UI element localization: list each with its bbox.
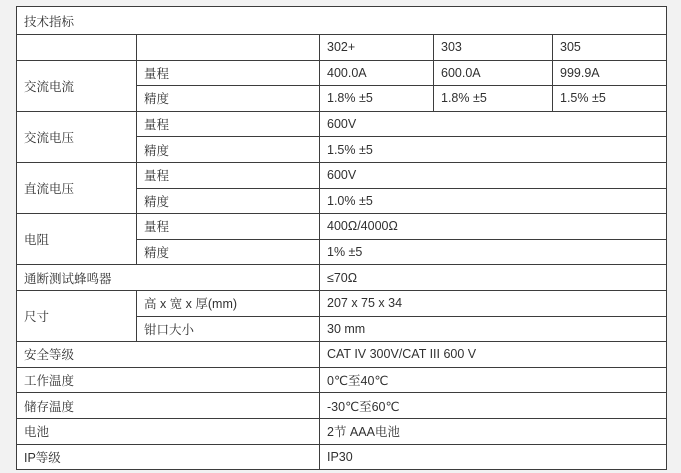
cell-storage-temp-value: -30℃至60℃	[320, 393, 667, 419]
cell-model-302: 302+	[320, 35, 434, 61]
table-row-resistance-range	[17, 214, 667, 240]
cell-dc-voltage-label: 直流电压	[17, 162, 137, 213]
cell-jaw-size-value: 30 mm	[320, 316, 667, 342]
spec-table	[16, 6, 667, 470]
table-row-models	[17, 35, 667, 61]
cell-storage-temp-label: 储存温度	[17, 393, 320, 419]
cell-ac-current-accuracy-305: 1.5% ±5	[553, 86, 667, 112]
cell-ac-current-accuracy-303: 1.8% ±5	[434, 86, 553, 112]
table-row-safety-rating	[17, 342, 667, 368]
cell-dimensions-label: 尺寸	[17, 290, 137, 341]
cell-empty-2	[137, 35, 320, 61]
cell-ac-current-range-302: 400.0A	[320, 60, 434, 86]
table-title: 技术指标	[17, 7, 667, 35]
cell-range-label: 量程	[137, 214, 320, 240]
cell-ac-current-range-303: 600.0A	[434, 60, 553, 86]
cell-safety-rating-label: 安全等级	[17, 342, 320, 368]
cell-ac-voltage-label: 交流电压	[17, 111, 137, 162]
table-row-operating-temp	[17, 367, 667, 393]
table-row-battery	[17, 418, 667, 444]
cell-ac-current-label: 交流电流	[17, 60, 137, 111]
table-row-title	[17, 7, 667, 35]
cell-ac-current-range-305: 999.9A	[553, 60, 667, 86]
cell-battery-value: 2节 AAA电池	[320, 418, 667, 444]
cell-continuity-buzzer-label: 通断测试蜂鸣器	[17, 265, 320, 291]
cell-empty-1	[17, 35, 137, 61]
cell-operating-temp-label: 工作温度	[17, 367, 320, 393]
cell-ac-voltage-range: 600V	[320, 111, 667, 137]
table-row-ac-current-range	[17, 60, 667, 86]
cell-resistance-accuracy: 1% ±5	[320, 239, 667, 265]
cell-resistance-range: 400Ω/4000Ω	[320, 214, 667, 240]
cell-accuracy-label: 精度	[137, 239, 320, 265]
cell-accuracy-label: 精度	[137, 188, 320, 214]
table-row-ip-rating	[17, 444, 667, 470]
cell-continuity-buzzer-value: ≤70Ω	[320, 265, 667, 291]
table-row-dc-voltage-range	[17, 162, 667, 188]
table-row-dimensions-hwd	[17, 290, 667, 316]
cell-model-305: 305	[553, 35, 667, 61]
cell-ip-rating-value: IP30	[320, 444, 667, 470]
cell-hwd-label: 高 x 宽 x 厚(mm)	[137, 290, 320, 316]
cell-range-label: 量程	[137, 162, 320, 188]
cell-model-303: 303	[434, 35, 553, 61]
cell-ac-current-accuracy-302: 1.8% ±5	[320, 86, 434, 112]
cell-range-label: 量程	[137, 111, 320, 137]
table-row-ac-voltage-range	[17, 111, 667, 137]
cell-safety-rating-value: CAT IV 300V/CAT III 600 V	[320, 342, 667, 368]
cell-jaw-size-label: 钳口大小	[137, 316, 320, 342]
cell-hwd-value: 207 x 75 x 34	[320, 290, 667, 316]
cell-ip-rating-label: IP等级	[17, 444, 320, 470]
cell-battery-label: 电池	[17, 418, 320, 444]
cell-accuracy-label: 精度	[137, 137, 320, 163]
table-row-storage-temp	[17, 393, 667, 419]
cell-dc-voltage-range: 600V	[320, 162, 667, 188]
cell-range-label: 量程	[137, 60, 320, 86]
cell-operating-temp-value: 0℃至40℃	[320, 367, 667, 393]
cell-resistance-label: 电阻	[17, 214, 137, 265]
table-row-continuity-buzzer	[17, 265, 667, 291]
cell-accuracy-label: 精度	[137, 86, 320, 112]
cell-dc-voltage-accuracy: 1.0% ±5	[320, 188, 667, 214]
cell-ac-voltage-accuracy: 1.5% ±5	[320, 137, 667, 163]
